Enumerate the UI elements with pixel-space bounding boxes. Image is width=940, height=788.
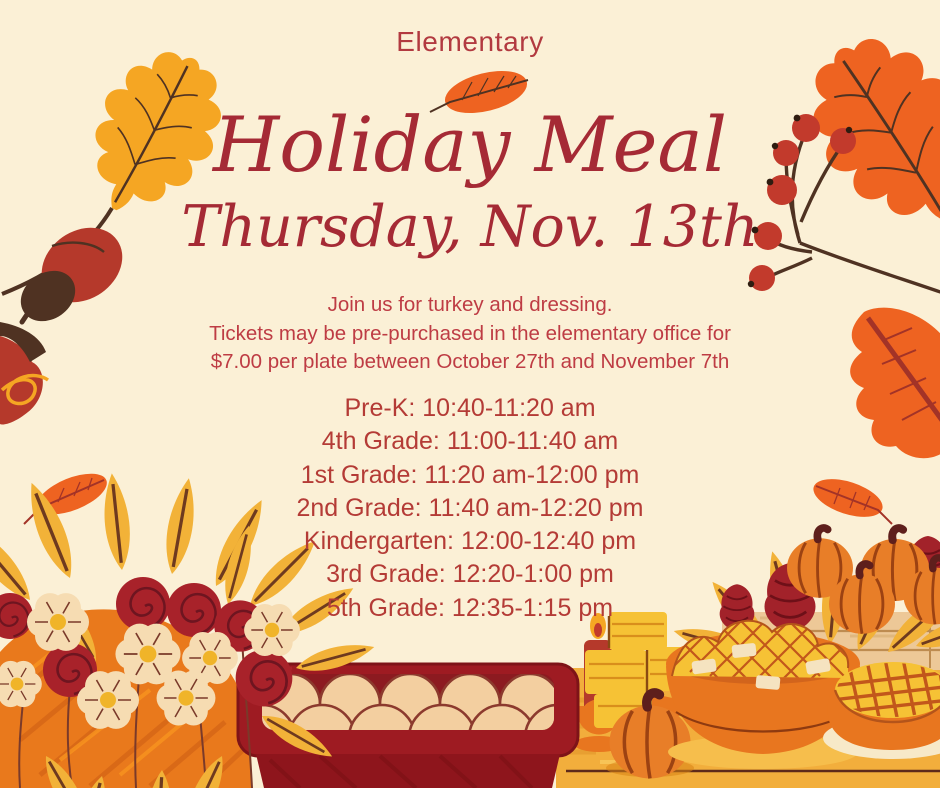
school-label: Elementary: [396, 26, 544, 57]
schedule-line: 3rd Grade: 12:20-1:00 pm: [326, 560, 614, 589]
intro-text: [0, 291, 940, 377]
intro-line: Tickets may be pre-purchased in the elementary office for: [209, 321, 731, 345]
lunch-schedule: [0, 392, 940, 625]
schedule-line: 4th Grade: 11:00-11:40 am: [321, 427, 619, 456]
flyer-date: Thursday, Nov. 13th: [181, 194, 759, 260]
schedule-line: 5th Grade: 12:35-1:15 pm: [326, 593, 614, 622]
schedule-line: Pre-K: 10:40-11:20 am: [344, 394, 596, 422]
schedule-line: Kindergarten: 12:00-12:40 pm: [303, 527, 637, 556]
schedule-line: 1st Grade: 11:20 am-12:00 pm: [300, 460, 640, 489]
intro-line: $7.00 per plate between October 27th and November 7th: [210, 350, 730, 374]
intro-line: Join us for turkey and dressing.: [327, 293, 613, 316]
schedule-line: 2nd Grade: 11:40 am-12:20 pm: [296, 493, 644, 522]
flyer-title: Holiday Meal: [212, 100, 728, 189]
